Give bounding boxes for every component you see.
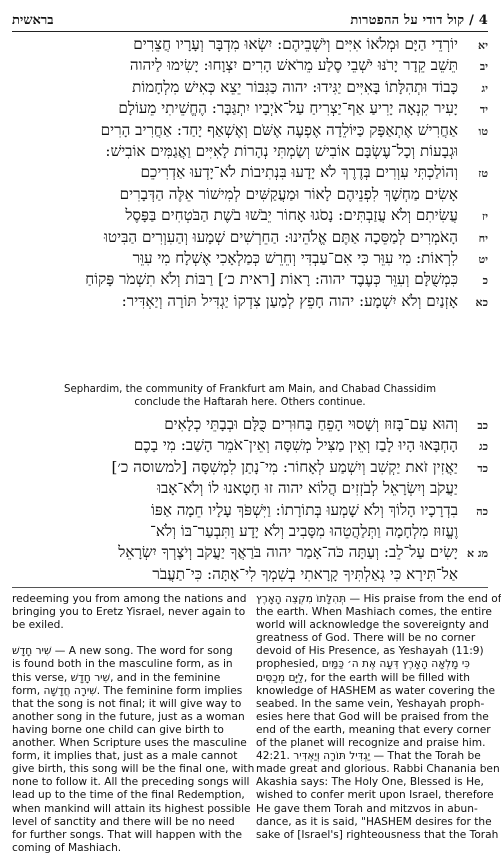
verse-line [12, 227, 488, 248]
note-line: conclude the Haftarah here. Others continue. [134, 397, 366, 408]
commentary-line: this verse, שִׁיר חָדָשׁ, and in the feminine [12, 671, 221, 684]
commentary-line: esies here that God will be praised from the [256, 710, 489, 723]
commentary-line: level of sanctity and there will be no need [12, 815, 235, 828]
verse-text: עֲשִׂיתִם וְלֹא עֲזַבְתִּים: נָסֹגוּ אָחוֹר יֵבֹשׁוּ בֹשֶׁת הַבֹּטְחִים בַּפָּסֶל [125, 206, 458, 225]
verse-text: כִּמְשֻׁלָּם וְעִוֵּר כְּעֶבֶד יהוה: רָאוֹת [ראית כ׳] רַבּוֹת וְלֹא תִשְׁמֹר פָּקוֹחַ [85, 270, 458, 289]
verse-line [12, 478, 488, 499]
verse-number: טז [478, 167, 488, 181]
commentary-line: having borne one child can give birth to [12, 723, 224, 736]
verse-text: יַעֲקֹב וְיִשְׂרָאֵל לְבֹזְזִים הֲלוֹא יהוה זוּ חָטָאנוּ לוֹ וְלֹא־אָבוּ [157, 479, 458, 498]
commentary-line: redeeming you from among the nations and [12, 593, 247, 605]
commentary-line: form, it implies that, just as a male cannot [12, 750, 238, 763]
verse-number: יח [478, 231, 488, 245]
commentary-line [12, 632, 238, 645]
verse-number: כג [478, 440, 488, 454]
verse-line [12, 205, 488, 226]
verse-line [12, 542, 488, 563]
verse-number: כה [476, 504, 488, 518]
commentary-line: is found both in the masculine form, as in [12, 658, 233, 671]
commentary-line: greatness of God. There will be no corner [256, 632, 476, 645]
verse-text: כָּבוֹד וּתְהִלָּתוֹ בָּאִיִּים יַגִּידוּ: יהוה כַּגִּבּוֹר יֵצֵא כְּאִישׁ מִלְחָמוֹת [132, 77, 458, 96]
verse-number: כא [475, 295, 488, 309]
verse-line [12, 98, 488, 119]
verse-number: מג א [466, 547, 488, 561]
verse-text: לִרְאוֹת: מִי עִוֵּר כִּי אִם־עַבְדִּי וְחֵרֵשׁ כְּמַלְאָכִי אֶשְׁלָח מִי עִוֵּר [132, 248, 458, 267]
verse-number: כ [482, 274, 488, 288]
verse-text: וְהוֹלַכְתִּי עִוְרִים בְּדֶרֶךְ לֹא יָדָעוּ בִּנְתִיבוֹת לֹא־יָדְעוּ אַדְרִיכֵם [140, 163, 458, 182]
verse-line [12, 435, 488, 456]
commentary-line: give birth, this song will be the final one, with [12, 763, 255, 776]
verse-number: יד [479, 103, 488, 117]
commentary-line: another. When Scripture uses the masculine [12, 737, 247, 750]
verse-line [12, 269, 488, 290]
verse-line [12, 248, 488, 269]
verse-text: יוֹרְדֵי הַיָּם וּמְלֹאוֹ אִיִּים וְיֹשְׁבֵיהֶם: יִשְׂאוּ מִדְבָּר וְעָרָיו חֲצֵרִים [133, 35, 458, 53]
verse-line [12, 55, 488, 76]
verse-line [12, 162, 488, 183]
verse-text: וֶעֱזוּז מִלְחָמָה וַתְּלַהֲטֵהוּ מִסָּבִיב וְלֹא יָדָע וַתִּבְעַר־בּוֹ וְלֹא־ [150, 521, 458, 540]
commentary-line: when mankind will attain its highest possible [12, 802, 251, 815]
verse-text: וְהוּא עַם־בָּזוּז וְשָׁסוּי הָפֵחַ בַּחוּרִים כֻּלָּם וּבְבָתֵּי כְלָאִים [164, 415, 458, 433]
commentary-line: לַיָּם מְכַסִּים, for the earth will be filled with [256, 671, 470, 684]
verse-text: אַחֲרִישׁ אֶתְאַפָּק כַּיּוֹלֵדָה אֶפְעֶה אֶשֹּׁם וְאֶשְׁאַף יָחַד: אַחֲרִיב הָרִים [100, 120, 458, 139]
commentary-line: wished to confer merit upon Israel, therefore [256, 789, 494, 802]
commentary-line: dance, as it is said, "HASHEM desires for the [256, 815, 492, 828]
verse-line [12, 457, 488, 478]
verse-line [12, 414, 488, 435]
verse-line [12, 291, 488, 312]
verse-number: יב [479, 60, 488, 74]
commentary-line: for further songs. That will happen with the [12, 828, 243, 841]
verse-line [12, 120, 488, 141]
commentary-line: the earth. When Mashiach comes, the entire [256, 606, 492, 619]
commentary-line: שִׁיר חָדָשׁ — A new song. The word for song [12, 645, 233, 658]
verse-text: תֵּשֵׁב קֵדָר יָרֹנּוּ יֹשְׁבֵי סֶלַע מֵרֹאשׁ הָרִים יִצְוָחוּ: יָשִׂימוּ לַיהוה [129, 56, 458, 75]
haftarah-note [40, 383, 460, 409]
verse-line [12, 77, 488, 98]
commentary-line: sake of [Israel's] righteousness that the Torah [256, 828, 499, 841]
commentary-line: devoid of His Presence, as Yeshayah (11:9) [256, 645, 484, 658]
verse-text: יָעִיר קִנְאָה יָרִיעַ אַף־יַצְרִיחַ עַל־אֹיְבָיו יִתְגַּבָּר: הֶחֱשֵׁיתִי מֵעוֹלָם [118, 99, 458, 118]
commentary-line: that the song is not final; it will give way to [12, 697, 242, 710]
commentary-line: another song in the future, just as a woman [12, 710, 245, 723]
commentary-line: Akashia says: The Holy One, Blessed is He, [256, 776, 484, 789]
verse-number: כב [477, 419, 488, 432]
commentary-right-column [256, 593, 501, 842]
verse-text: יָשִׂים עַל־לֵב: וְעַתָּה כֹּה־אָמַר יהוה בֹּרַאֲךָ יַעֲקֹב וְיֹצֶרְךָ יִשְׂרָאֵל [118, 543, 458, 562]
verse-number: כד [477, 461, 488, 475]
page-header [12, 6, 488, 32]
commentary-line: made great and glorious. Rabbi Chanania ben [256, 763, 500, 776]
commentary-line: knowledge of HASHEM as water covering the [256, 684, 495, 697]
verse-line [12, 500, 488, 521]
hebrew-text-top [12, 34, 488, 312]
verse-number: יט [478, 252, 488, 266]
verse-number: יא [478, 39, 488, 52]
commentary-line: תְּהִלָּתוֹ מִקְצֵה הָאָרֶץ — His praise from the end of [256, 593, 501, 605]
commentary-line: bringing you to Eretz Yisrael, never again to [12, 606, 246, 619]
verse-line [12, 521, 488, 542]
page-title: 4 / קול דודי על ההפטרות [350, 13, 488, 28]
commentary-left-column [12, 593, 255, 855]
commentary-line: coming of Mashiach. [12, 841, 122, 854]
verse-text: בִדְרָכָיו הָלוֹךְ וְלֹא שָׁמְעוּ בְּתוֹרָתוֹ: וַיִּשְׁפֹּךְ עָלָיו חֵמָה אַפּוֹ [150, 500, 458, 519]
verse-line [12, 564, 488, 585]
note-line: Sephardim, the community of Frankfurt am Main, and Chabad Chassidim [64, 384, 436, 395]
verse-text: וּגְבָעוֹת וְכָל־עֶשְׂבָּם אוֹבִישׁ וְשַׂמְתִּי נְהָרוֹת לָאִיִּים וַאֲגַמִּים אוֹבִישׁ: [105, 141, 458, 160]
commentary-line: form, שִׁירָה חֲדָשָׁה. The feminine form implies [12, 684, 243, 697]
commentary-line: end of the earth, meaning that every corner [256, 723, 491, 736]
verse-text: אַל־תִּירָא כִּי גְאַלְתִּיךָ קָרָאתִי בְשִׁמְךָ לִי־אָתָּה: כִּי־תַעֲבֹר [152, 564, 458, 583]
verse-text: אָשִׂים מַחְשָׁךְ לִפְנֵיהֶם לָאוֹר וּמַעֲקַשִּׁים לְמִישׁוֹר אֵלֶּה הַדְּבָרִים [119, 184, 458, 203]
verse-text: הָחְבָּאוּ הָיוּ לָבַז וְאֵין מַצִּיל מְשִׁסָּה וְאֵין־אֹמֵר הָשַׁב: מִי בָכֶם [133, 436, 458, 455]
verse-text: אָזְנַיִם וְלֹא יִשְׁמָע: יהוה חָפֵץ לְמַעַן צִדְקוֹ יַגְדִּיל תּוֹרָה וְיַאְדִּיר: [121, 291, 458, 310]
commentary-line: none to follow it. All the preceding songs will [12, 776, 250, 789]
verse-line [12, 34, 488, 55]
verse-line [12, 184, 488, 205]
verse-text: יַאֲזִין זֹאת יַקְשִׁב וְיִשְׁמַע לְאָחוֹר: מִי־נָתַן לִמְשִׁסָּה [למשוסה כ׳] [111, 457, 458, 476]
verse-line [12, 141, 488, 162]
verse-text: הָאֹמְרִים לְמַסֵּכָה אַתֶּם אֱלֹהֵינוּ: הַחֵרְשִׁים שְׁמָעוּ וְהַעִוְרִים הַבִּיטוּ [104, 227, 458, 246]
commentary-divider [12, 587, 488, 588]
commentary-line: be exiled. [12, 619, 64, 632]
commentary-line: seabed. In the same vein, Yeshayah proph- [256, 697, 485, 710]
commentary-line: 42:21. יַגְדִּיל תּוֹרָה וְיַאְדִּיר — That the Torah be [256, 750, 481, 763]
commentary-line: of the planet will recognize and praise him. [256, 737, 486, 750]
commentary-line: lead up to the time of the final Redemption, [12, 789, 245, 802]
hebrew-text-bottom [12, 414, 488, 585]
verse-number: טו [478, 124, 488, 138]
commentary-line: prophesied, כִּי מָלְאָה הָאָרֶץ דֵּעָה אֶת ה׳ כַּמַּיִם [256, 658, 470, 671]
verse-number: יז [482, 210, 488, 224]
commentary-line: He gave them Torah and mitzvos in abun- [256, 802, 478, 815]
commentary-line: world will acknowledge the sovereignty and [256, 619, 489, 632]
section-name: בראשית [12, 13, 54, 28]
verse-number: יג [481, 81, 488, 95]
